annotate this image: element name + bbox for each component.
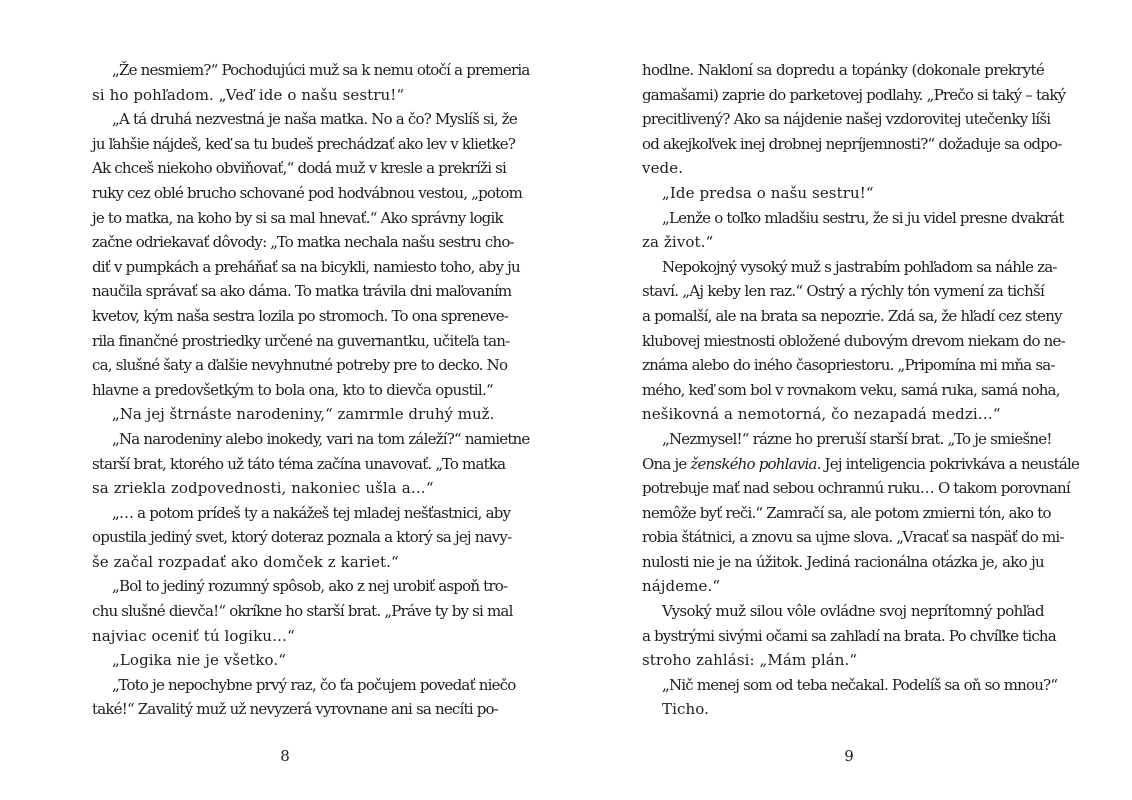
right-page (566, 0, 1132, 800)
text-line: klubovej miestnosti obložené dubovým drevom niekam do ne- (642, 331, 1065, 350)
text-line: si ho pohľadom. „Veď ide o našu sestru!“ (92, 85, 405, 104)
text-line: „… a potom prídeš ty a nakážeš tej mladej nešťastnici, aby (112, 503, 511, 522)
text-line: Nepokojný vysoký muž s jastrabím pohľadom sa náhle za- (662, 257, 1057, 276)
text-line: rila finančné prostriedky určené na guvernantku, učiteľa tan- (92, 331, 510, 350)
text-line: hlavne a predovšetkým to bola ona, kto to dievča opustil.“ (92, 380, 493, 399)
text-line: Vysoký muž silou vôle ovládne svoj neprítomný pohľad (662, 602, 1044, 621)
italic-phrase: ženského pohlavia (690, 454, 817, 473)
text-line: také!“ Zavalitý muž už nevyzerá vyrovnane ani sa necíti po- (92, 700, 499, 719)
text-line: nešikovná a nemotorná, čo nezapadá medzi…“ (642, 405, 1001, 424)
text-line-segment: . Jej inteligencia pokrivkáva a neustále (816, 454, 1080, 473)
text-line: „Že nesmiem?“ Pochodujúci muž sa k nemu otočí a premeria (112, 61, 530, 79)
right-page-text (642, 58, 1080, 722)
text-line: a pomalší, ale na brata sa nepozrie. Zdá sa, že hľadí cez steny (642, 306, 1062, 325)
text-line: „A tá druhá nezvestná je naša matka. No a čo? Myslíš si, že (112, 110, 517, 129)
text-line: najviac oceniť tú logiku…“ (92, 626, 295, 645)
text-line: staví. „Aj keby len raz.“ Ostrý a rýchly tón vymení za tichší (642, 282, 1044, 301)
text-line: naučila správať sa ako dáma. To matka trávila dni maľovaním (92, 282, 512, 301)
text-line: ruky cez oblé brucho schované pod hodvábnou vestou, „potom (92, 183, 523, 202)
text-line: vede. (642, 159, 684, 178)
text-line: „Nezmysel!“ rázne ho preruší starší brat. „To je smiešne! (662, 429, 1052, 448)
text-line: „Ide predsa o našu sestru!“ (662, 183, 874, 202)
text-line: „Bol to jediný rozumný spôsob, ako z nej urobiť aspoň tro- (112, 577, 508, 596)
text-line: ju ľahšie nájdeš, keď sa tu budeš prechádzať ako lev v klietke? (92, 134, 516, 153)
right-page-number: 9 (844, 747, 854, 765)
text-line: robia štátnici, a znovu sa ujme slova. „Vracať sa naspäť do mi- (642, 528, 1064, 547)
text-line: ca, slušné šaty a ďalšie nevyhnutné potreby pre to decko. No (92, 356, 508, 375)
text-line: stroho zahlási: „Mám plán.“ (642, 651, 858, 670)
text-line: nulosti nie je na úžitok. Jediná racionálna otázka je, ako ju (642, 552, 1044, 571)
text-line: gamašami) zaprie do parketovej podlahy. „Prečo si taký – taký (642, 85, 1066, 104)
text-line (642, 452, 1080, 477)
text-line: „Na jej štrnáste narodeniny,“ zamrmle druhý muž. (112, 405, 495, 424)
text-line: še začal rozpadať ako domček z kariet.“ (92, 552, 399, 571)
text-line-segment: Ona je (642, 454, 691, 473)
text-line: sa zriekla zodpovednosti, nakoniec ušla a…“ (92, 479, 434, 498)
text-line: precitlivený? Ako sa nájdenie našej vzdorovitej utečenky líši (642, 110, 1051, 129)
text-line: nemôže byť reči.“ Zamračí sa, ale potom zmierni tón, ako to (642, 503, 1051, 522)
text-line: „Na narodeniny alebo inokedy, vari na tom záleží?“ namietne (112, 429, 530, 448)
left-page-number: 8 (280, 747, 290, 765)
text-line: chu slušné dievča!“ okríkne ho starší brat. „Práve ty by si mal (92, 602, 513, 621)
text-line: Ticho. (662, 700, 709, 719)
text-line: hodlne. Nakloní sa dopredu a topánky (dokonale prekryté (642, 61, 1044, 79)
text-line: opustila jediný svet, ktorý doteraz poznala a ktorý sa jej navy- (92, 528, 512, 547)
text-line: starší brat, ktorého už táto téma začína unavovať. „To matka (92, 454, 506, 473)
text-line: od akejkoľvek inej drobnej nepríjemnosti?“ dožaduje sa odpo- (642, 134, 1062, 153)
text-line: diť v pumpkách a preháňať sa na bicykli, namiesto toho, aby ju (92, 257, 520, 276)
text-line: za život.“ (642, 233, 714, 252)
text-line: Ak chceš niekoho obviňovať,“ dodá muž v kresle a prekríži si (92, 159, 507, 178)
text-line: kvetov, kým naša sestra lozila po stromoch. To ona sprenevе- (92, 306, 509, 325)
text-line: známa alebo do iného časopriestoru. „Pripomína mi mňa sa- (642, 356, 1055, 375)
text-line: nájdeme.“ (642, 577, 721, 596)
text-line: „Nič menej som od teba nečakal. Podelíš sa oň so mnou?“ (662, 675, 1058, 694)
text-line: mého, keď som bol v rovnakom veku, samá ruka, samá noha, (642, 380, 1060, 399)
text-line: potrebuje mať nad sebou ochrannú ruku… O takom porovnaní (642, 479, 1070, 498)
text-line: začne odriekavať dôvody: „To matka nechala našu sestru cho- (92, 233, 514, 252)
left-page-text (92, 58, 530, 722)
text-line: a bystrými sivými očami sa zahľadí na brata. Po chvíľke ticha (642, 626, 1056, 645)
text-line: je to matka, na koho by si sa mal hnevať.“ Ako správny logik (92, 208, 503, 227)
text-line: „Lenže o toľko mladšiu sestru, že si ju videl presne dvakrát (662, 208, 1064, 227)
text-line: „Logika nie je všetko.“ (112, 651, 287, 670)
text-line: „Toto je nepochybne prvý raz, čo ťa počujem povedať niečo (112, 675, 516, 694)
